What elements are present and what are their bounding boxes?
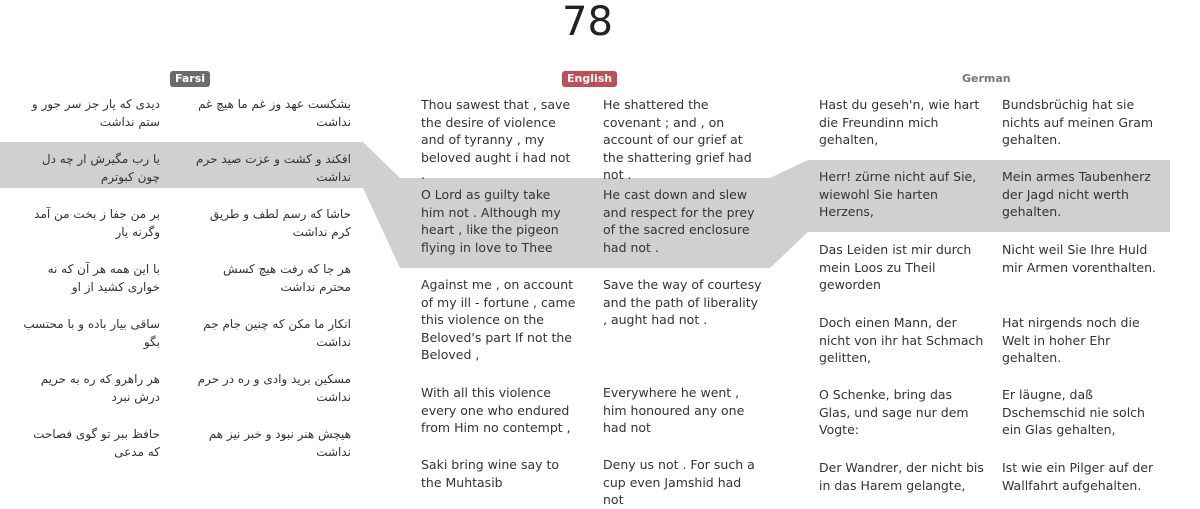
farsi-verse-6b: مسکین برید وادی و ره در حرم نداشت (197, 372, 351, 404)
farsi-verse-7a: حافظ ببر تو گوی فصاحت که مدعی (33, 427, 160, 459)
german-verse-3a: Das Leiden ist mir durch mein Loos zu Theil geworden (819, 242, 972, 292)
english-verse-4b: Everywhere he went , him honoured any one had not (603, 385, 745, 435)
english-verse-1a: Thou sawest that , save the desire of violence and of tyranny , my beloved aught i had not . (421, 97, 571, 182)
farsi-column-label: Farsi (170, 71, 210, 87)
farsi-verse-5b: انکار ما مکن که چنین جام جم نداشت (203, 317, 351, 349)
english-verse-3a: Against me , on account of my ill - fortune , came this violence on the Beloved's part If not the Beloved , (421, 277, 576, 362)
farsi-verse-1a: دیدی که یار جز سر جور و ستم نداشت (31, 97, 160, 129)
german-verse-4b: Hat nirgends noch die Welt in hoher Ehr gehalten. (1002, 315, 1140, 365)
english-verse-2b: He cast down and slew and respect for the prey of the sacred enclosure had not . (603, 187, 755, 255)
english-verse-3b: Save the way of courtesy and the path of liberality , aught had not . (603, 277, 762, 327)
german-verse-6a: Der Wandrer, der nicht bis in das Harem gelangte, (819, 460, 984, 493)
german-verse-1b: Bundsbrüchig hat sie nichts auf meinen Gram gehalten. (1002, 97, 1154, 147)
english-verse-2a: O Lord as guilty take him not . Although my heart , like the pigeon flying in love to Thee (421, 187, 561, 255)
english-verse-4a: With all this violence every one who endured from Him no contempt , (421, 385, 571, 435)
farsi-verse-4b: هر جا که رفت هیچ کسش محترم نداشت (223, 262, 351, 294)
farsi-verse-5a: ساقی بیار باده و با محتسب بگو (23, 317, 160, 349)
german-verse-5a: O Schenke, bring das Glas, und sage nur dem Vogte: (819, 387, 969, 437)
farsi-verse-7b: هیچش هنر نبود و خبر نیز هم نداشت (208, 427, 351, 459)
farsi-verse-4a: با این همه هر آن که نه خواری کشید از او (47, 262, 160, 294)
german-column-label: German (962, 72, 1011, 85)
english-verse-1b: He shattered the covenant ; and , on account of our grief at the shattering grief had not . (603, 97, 752, 182)
german-verse-3b: Nicht weil Sie Ihre Huld mir Armen vorenthalten. (1002, 242, 1156, 275)
page-number: 78 (562, 0, 613, 45)
farsi-verse-3a: بر من جفا ز بخت من آمد وگرنه یار (34, 207, 160, 239)
farsi-verse-2b: افکند و کشت و عزت صید حرم نداشت (196, 152, 351, 184)
german-verse-6b: Ist wie ein Pilger auf der Wallfahrt aufgehalten. (1002, 460, 1154, 493)
german-verse-1a: Hast du geseh'n, wie hart die Freundinn mich gehalten, (819, 97, 980, 147)
german-verse-5b: Er läugne, daß Dschemschid nie solch ein Glas gehalten, (1002, 387, 1145, 437)
farsi-verse-6a: هر راهرو که ره به حریم درش نبرد (40, 372, 160, 404)
highlight-band (0, 142, 1170, 268)
farsi-verse-2a: یا رب مگیرش ار چه دل چون کبوترم (41, 152, 160, 184)
english-column-label: English (562, 71, 617, 87)
english-verse-5b: Deny us not . For such a cup even Jamshid had not (603, 457, 755, 507)
english-verse-5a: Saki bring wine say to the Muhtasib (421, 457, 560, 490)
german-verse-2a: Herr! zürne nicht auf Sie, wiewohl Sie harten Herzens, (819, 169, 977, 219)
german-verse-4a: Doch einen Mann, der nicht von ihr hat Schmach gelitten, (819, 315, 984, 365)
farsi-verse-3b: حاشا که رسم لطف و طریق کرم نداشت (209, 207, 351, 239)
german-verse-2b: Mein armes Taubenherz der Jagd nicht werth gehalten. (1002, 169, 1151, 219)
farsi-verse-1b: بشکست عهد وز غم ما هیچ غم نداشت (198, 97, 351, 129)
